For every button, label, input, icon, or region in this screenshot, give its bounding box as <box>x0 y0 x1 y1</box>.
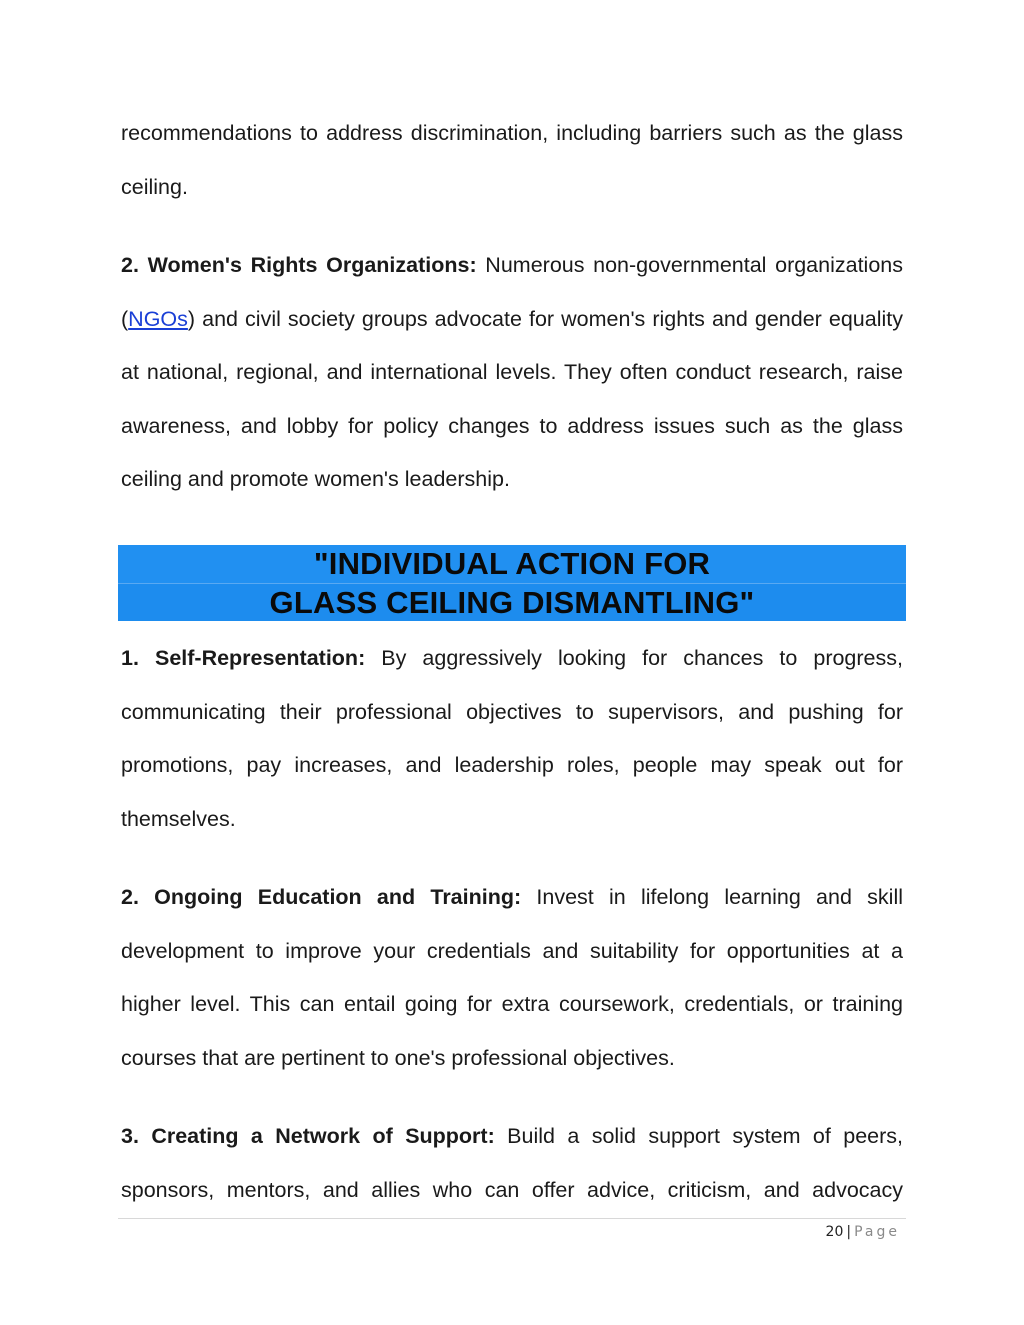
page-label: Page <box>854 1224 900 1240</box>
ngos-link[interactable]: NGOs <box>128 306 188 331</box>
self-representation-text: By aggressively looking for chances to progress, communicating their professional objectives to supervisors, and pushing for promotions, pay increases, and leadership roles, people may speak out for themselves. <box>121 646 903 831</box>
intro-paragraph <box>121 107 903 214</box>
section-heading-banner <box>118 545 906 621</box>
womens-rights-heading: 2. Women's Rights Organizations: <box>121 253 477 277</box>
intro-text: recommendations to address discrimination, including barriers such as the glass ceiling. <box>121 121 903 199</box>
footer-divider <box>118 1218 906 1219</box>
support-network-heading: 3. Creating a Network of Support: <box>121 1124 495 1148</box>
support-network-text: Build a solid support system of peers, sponsors, mentors, and allies who can offer advice, criticism, and advocacy <box>121 1124 903 1202</box>
womens-rights-text-end: ) and civil society groups advocate for women's rights and gender equality at national, regional, and international levels. They often conduct research, raise awareness, and lobby for policy changes to address issues such as the glass ceiling and promote women's leadership. <box>121 306 903 492</box>
womens-rights-text-start: Numerous non-governmental organizations ( <box>121 253 903 331</box>
page-number: 20 <box>825 1224 844 1240</box>
footer-separator: | <box>846 1224 852 1240</box>
womens-rights-paragraph <box>121 239 903 507</box>
self-representation-heading: 1. Self-Representation: <box>121 646 366 670</box>
education-training-paragraph <box>121 871 903 1085</box>
support-network-paragraph <box>121 1110 903 1217</box>
education-training-text: Invest in lifelong learning and skill development to improve your credentials and suitability for opportunities at a higher level. This can entail going for extra coursework, credentials, or training courses that are pertinent to one's professional objectives. <box>121 885 903 1070</box>
section-heading-line-2: GLASS CEILING DISMANTLING" <box>118 583 906 621</box>
education-training-heading: 2. Ongoing Education and Training: <box>121 885 522 909</box>
section-heading-line-1: "INDIVIDUAL ACTION FOR <box>118 545 906 583</box>
page-footer <box>826 1222 900 1242</box>
self-representation-paragraph <box>121 632 903 846</box>
